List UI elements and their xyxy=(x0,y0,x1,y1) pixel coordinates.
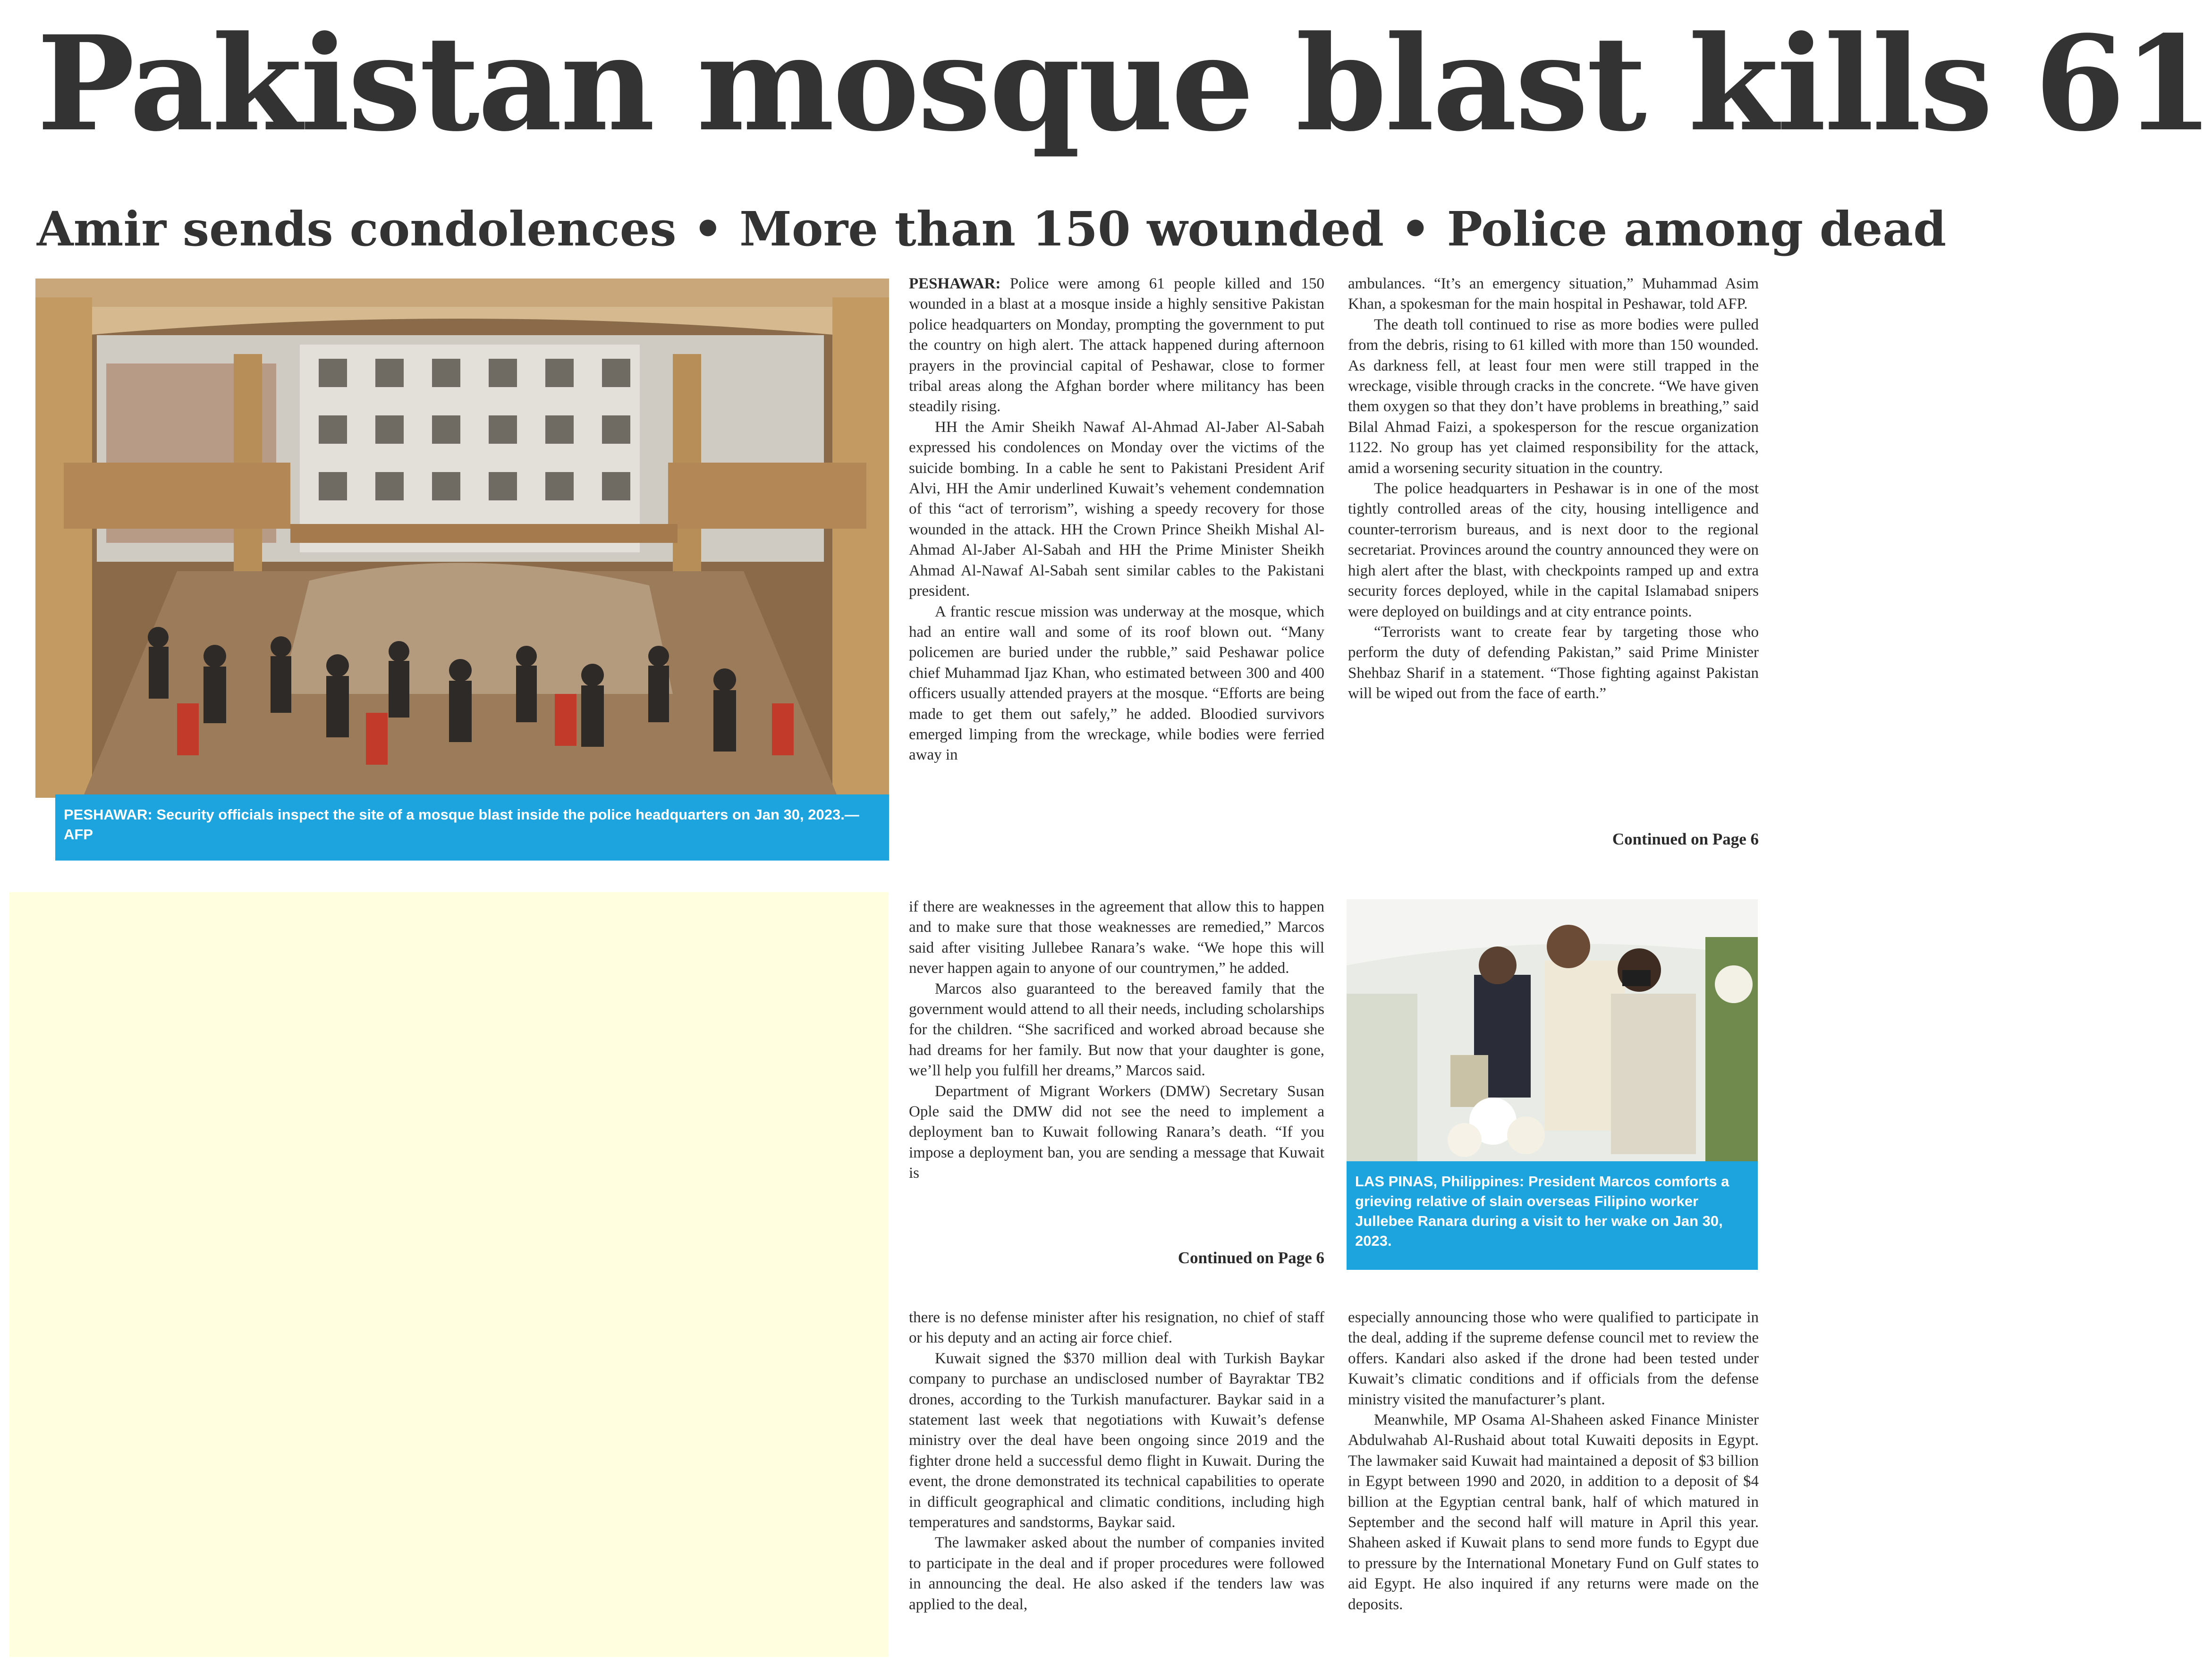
paragraph: ambulances. “It’s an emergency situation,” Muhammad Asim Khan, a spokesman for the main hospital in Peshawar, told AFP. xyxy=(1348,275,1759,313)
dateline: PESHAWAR: xyxy=(909,275,1001,292)
paragraph: The police headquarters in Peshawar is in one of the most tightly controlled areas of the city, housing intelligence and counter-terrorism bureaus, and is next door to the regional secretariat. Provinces around the country announced they were on high alert after the blast, with checkpoints ramped up and extra security forces deployed, while in the capital Islamabad snipers were deployed on buildings and at city entrance points. xyxy=(1348,480,1759,620)
story3-column-2 xyxy=(1348,1308,1759,1647)
paragraph: Police were among 61 people killed and 150 wounded in a blast at a mosque inside a highly sensitive Pakistan police headquarters on Monday, prompting the government to put the country on high alert. The attack happened during afternoon prayers in the provincial capital of Peshawar, close to former tribal areas along the Afghan border where militancy has been steadily rising. xyxy=(909,275,1324,415)
paragraph: Department of Migrant Workers (DMW) Secretary Susan Ople said the DMW did not see the need to implement a deployment ban to Kuwait following Ranara’s death. “If you impose a deployment ban, you are sending a message that Kuwait is xyxy=(909,1082,1324,1182)
paragraph: A frantic rescue mission was underway at the mosque, which had an entire wall and some of its roof blown out. “Many policemen are buried under the rubble,” said Peshawar police chief Muhammad Ijaz Khan, who estimated between 300 and 400 officers usually attended prayers at the mosque. “Efforts are being made to get them out safely,” he added. Bloodied survivors emerged limping from the wreckage, while bodies were ferried away in xyxy=(909,603,1324,764)
paragraph: The death toll continued to rise as more bodies were pulled from the debris, rising to 61 killed with more than 150 wounded. As darkness fell, at least four men were still trapped in the wreckage, visible through cracks in the concrete. “We have given them oxygen so that they don’t have problems in breathing,” said Bilal Ahmad Faizi, a spokesperson for the rescue organization 1122. No group has yet claimed responsibility for the attack, amid a worsening security situation in the country. xyxy=(1348,316,1759,477)
paragraph: Marcos also guaranteed to the bereaved family that the government would attend to all their needs, including scholarships for the children. “She sacrificed and worked abroad because she had dreams for her family. But now that your daughter is gone, we’ll help you fulfill her dreams,” Marcos said. xyxy=(909,980,1324,1080)
paragraph: HH the Amir Sheikh Nawaf Al-Ahmad Al-Jaber Al-Sabah expressed his condolences on Monday over the victims of the suicide bombing. In a cable he sent to Pakistani President Arif Alvi, HH the Amir underlined Kuwait’s vehement condemnation of this “act of terrorism”, wishing a speedy recovery for those wounded in the attack. HH the Crown Prince Sheikh Mishal Al-Ahmad Al-Jaber Al-Sabah and HH the Prime Minister Sheikh Ahmad Al-Nawaf Al-Sabah sent similar cables to the Pakistani president. xyxy=(909,418,1324,600)
subheadline: Amir sends condolences • More than 150 wounded • Police among dead xyxy=(37,201,1947,257)
paragraph: Kuwait signed the $370 million deal with Turkish Baykar company to purchase an undisclosed number of Bayraktar TB2 drones, according to the Turkish manufacturer. Baykar said in a statement last week that negotiations with Kuwait’s defense ministry over the deal have been ongoing since 2019 and the fighter drone held a successful demo flight in Kuwait. During the event, the drone demonstrated its technical capabilities to operate in difficult geographical and climatic conditions, including high temperatures and sandstorms, Baykar said. xyxy=(909,1350,1324,1531)
story2-column xyxy=(909,897,1324,1246)
continued-link[interactable]: Continued on Page 6 xyxy=(1612,830,1759,848)
story1-column-2 xyxy=(1348,274,1759,826)
mosque-photo-caption: PESHAWAR: Security officials inspect the site of a mosque blast inside the police headquarters on Jan 30, 2023.— AFP xyxy=(55,794,889,861)
continued-link[interactable]: Continued on Page 6 xyxy=(1178,1249,1324,1267)
mosque-blast-photo xyxy=(35,279,889,798)
headline: Pakistan mosque blast kills 61 xyxy=(37,8,2212,160)
paragraph: The lawmaker asked about the number of companies invited to participate in the deal and if proper procedures were followed in announcing the deal. He also asked if the tenders law was applied to the deal, xyxy=(909,1534,1324,1613)
paragraph: “Terrorists want to create fear by targeting those who perform the duty of defending Pakistan,” said Prime Minister Shehbaz Sharif in a statement. “Those fighting against Pakistan will be wiped out from the face of earth.” xyxy=(1348,623,1759,702)
marcos-photo-caption: LAS PINAS, Philippines: President Marcos comforts a grieving relative of slain overseas Filipino worker Jullebee Ranara during a visit to her wake on Jan 30, 2023. xyxy=(1347,1161,1758,1270)
story3-column-1 xyxy=(909,1308,1324,1647)
paragraph: if there are weaknesses in the agreement that allow this to happen and to make sure that those weaknesses are remedied,” Marcos said after visiting Jullebee Ranara’s wake. “We hope this will never happen again to anyone of our countrymen,” he added. xyxy=(909,898,1324,977)
paragraph: there is no defense minister after his resignation, no chief of staff or his deputy and an acting air force chief. xyxy=(909,1309,1324,1347)
paragraph: especially announcing those who were qualified to participate in the deal, adding if the supreme defense council met to review the offers. Kandari also asked if the drone had been tested under Kuwait’s climatic conditions and if officials from the defense ministry visited the manufacturer’s plant. xyxy=(1348,1309,1759,1408)
story1-column-1 xyxy=(909,274,1324,859)
marcos-wake-photo xyxy=(1347,899,1758,1164)
paragraph: Meanwhile, MP Osama Al-Shaheen asked Finance Minister Abdulwahab Al-Rushaid about total Kuwaiti deposits in Egypt. The lawmaker said Kuwait had maintained a deposit of $3 billion in Egypt between 1990 and 2020, in addition to a deposit of $4 billion at the Egyptian central bank, half of which matured in September and the second half will mature in April this year. Shaheen asked if Kuwait plans to send more funds to Egypt due to pressure by the International Monetary Fund on Gulf states to aid Egypt. He also inquired if any returns were made on the deposits. xyxy=(1348,1411,1759,1613)
ad-placeholder-panel xyxy=(9,892,889,1657)
